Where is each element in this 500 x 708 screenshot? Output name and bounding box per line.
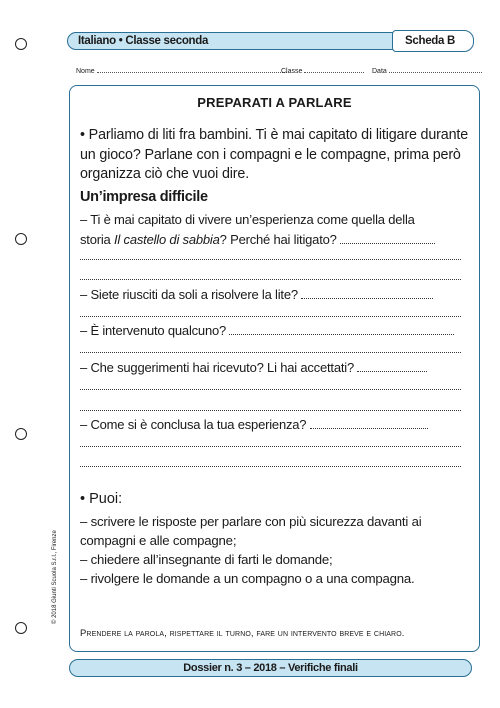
binder-hole-1 — [15, 38, 27, 50]
question-5: – Come si è conclusa la tua esperienza? — [80, 417, 462, 433]
answer-line[interactable] — [340, 234, 435, 244]
intro-paragraph: • Parliamo di liti fra bambini. Ti è mai capitato di litigare durante un gioco? Parlane con i compagni e le compagne, prima però organizza ciò che vuoi dire. — [80, 127, 469, 182]
question-1-line-2: storia Il castello di sabbia? Perché hai litigato? — [80, 232, 462, 248]
puoi-item-3: – rivolgere le domande a un compagno o a una compagna. — [80, 571, 415, 586]
question-2: – Siete riusciti da soli a risolvere la lite? — [80, 287, 462, 303]
puoi-heading: • Puoi: — [80, 491, 123, 507]
class-label: Classe — [281, 68, 303, 75]
worksheet-title: PREPARATI A PARLARE — [197, 95, 352, 110]
answer-line[interactable] — [80, 316, 461, 317]
puoi-item-2: – chiedere all’insegnante di farti le domande; — [80, 552, 333, 567]
question-4: – Che suggerimenti hai ricevuto? Li hai accettati? — [80, 360, 462, 376]
answer-line[interactable] — [80, 279, 461, 280]
question-1-line-1: – Ti è mai capitato di vivere un’esperienza come quella della — [80, 212, 415, 227]
subject-label: Italiano • Classe seconda — [78, 35, 209, 47]
name-label: Nome — [76, 68, 95, 75]
name-field[interactable] — [76, 67, 287, 76]
tip-note: Prendere la parola, rispettare il turno, fare un intervento breve e chiaro. — [80, 628, 405, 639]
answer-line[interactable] — [357, 362, 427, 372]
answer-line[interactable] — [229, 325, 454, 335]
binder-hole-2 — [15, 233, 27, 245]
section-title: Un’impresa difficile — [80, 189, 208, 205]
puoi-item-1b: compagni e alle compagne; — [80, 533, 237, 548]
answer-line[interactable] — [80, 446, 461, 447]
story-title: Il castello di sabbia — [114, 232, 220, 247]
binder-hole-3 — [15, 428, 27, 440]
answer-line[interactable] — [80, 389, 461, 390]
answer-line[interactable] — [310, 419, 428, 429]
footer-label: Dossier n. 3 – 2018 – Verifiche finali — [183, 662, 358, 674]
answer-line[interactable] — [80, 259, 461, 260]
question-3: – È intervenuto qualcuno? — [80, 323, 462, 339]
puoi-item-1a: – scrivere le risposte per parlare con più sicurezza davanti ai — [80, 514, 422, 529]
answer-line[interactable] — [80, 410, 461, 411]
date-field[interactable] — [372, 67, 482, 76]
class-field[interactable] — [281, 67, 364, 76]
scheda-label: Scheda B — [405, 35, 456, 47]
date-label: Data — [372, 68, 387, 75]
copyright: © 2018 Giunti Scuola S.r.l., Firenze — [52, 530, 58, 624]
answer-line[interactable] — [301, 289, 433, 299]
binder-hole-4 — [15, 622, 27, 634]
answer-line[interactable] — [80, 466, 461, 467]
answer-line[interactable] — [80, 352, 461, 353]
puoi-list — [80, 512, 472, 588]
